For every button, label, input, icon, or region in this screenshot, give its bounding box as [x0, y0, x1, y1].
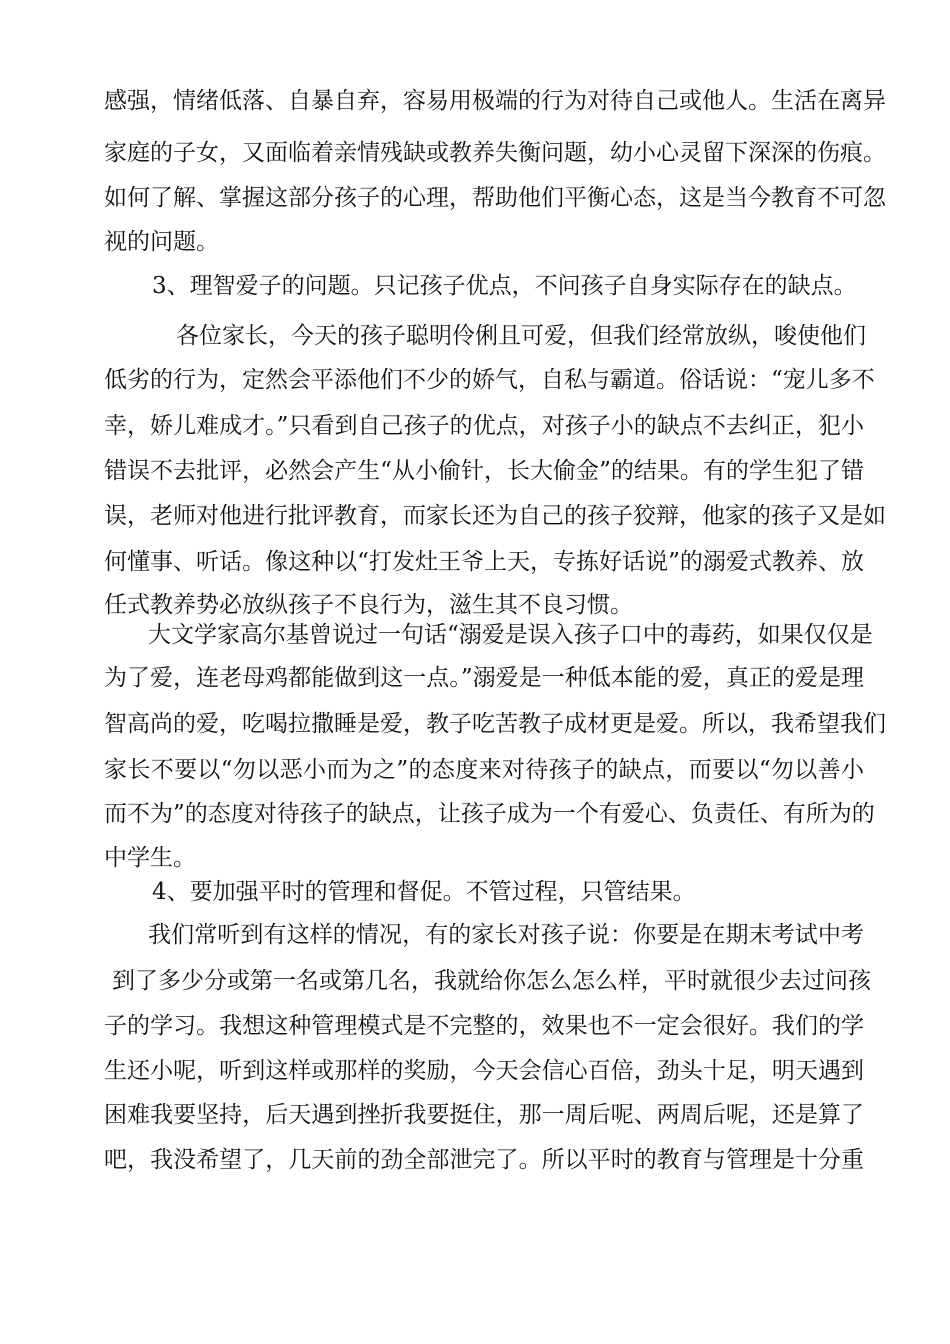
text-line: 低劣的行为，定然会平添他们不少的娇气，自私与霸道。俗话说：“宠儿多不 [104, 367, 875, 393]
section-heading: 3、理智爱子的问题。只记孩子优点，不问孩子自身实际存在的缺点。 [152, 273, 857, 299]
text-line: 各位家长，今天的孩子聪明伶俐且可爱，但我们经常放纵，唆使他们 [176, 323, 866, 349]
text-line: 幸，娇儿难成才。”只看到自己孩子的优点，对孩子小的缺点不去纠正，犯小 [104, 413, 864, 439]
text-line: 子的学习。我想这种管理模式是不完整的，效果也不一定会很好。我们的学 [104, 1013, 864, 1039]
text-line: 任式教养势必放纵孩子不良行为，滋生其不良习惯。 [104, 592, 633, 618]
text-line: 生还小呢，听到这样或那样的奖励，今天会信心百倍，劲头十足，明天遇到 [104, 1058, 864, 1084]
text-line: 而不为”的态度对待孩子的缺点，让孩子成为一个有爱心、负责任、有所为的 [104, 801, 875, 827]
text-line: 我们常听到有这样的情况，有的家长对孩子说：你要是在期末考试中考 [148, 922, 864, 948]
section-heading: 4、要加强平时的管理和督促。不管过程，只管结果。 [152, 879, 696, 905]
text-line: 智高尚的爱，吃喝拉撒睡是爱，教子吃苦教子成材更是爱。所以，我希望我们 [104, 711, 886, 737]
text-line: 如何了解、掌握这部分孩子的心理，帮助他们平衡心态，这是当今教育不可忽 [104, 185, 886, 211]
text-line: 感强，情绪低落、自暴自弃，容易用极端的行为对待自己或他人。生活在离异 [104, 88, 886, 114]
text-line: 中学生。 [104, 845, 196, 871]
text-line: 家长不要以“勿以恶小而为之”的态度来对待孩子的缺点，而要以“勿以善小 [104, 757, 864, 783]
text-line: 大文学家高尔基曾说过一句话“溺爱是误入孩子口中的毒药，如果仅仅是 [148, 622, 873, 648]
text-line: 家庭的子女，又面临着亲情残缺或教养失衡问题，幼小心灵留下深深的伤痕。 [104, 140, 886, 166]
text-line: 视的问题。 [104, 229, 219, 255]
text-line: 吧，我没希望了，几天前的劲全部泄完了。所以平时的教育与管理是十分重 [104, 1147, 864, 1173]
text-line: 错误不去批评，必然会产生“从小偷针，长大偷金”的结果。有的学生犯了错 [104, 458, 864, 484]
text-line: 困难我要坚持，后天遇到挫折我要挺住，那一周后呢、两周后呢，还是算了 [104, 1102, 864, 1128]
text-line: 误，老师对他进行批评教育，而家长还为自己的孩子狡辩，他家的孩子又是如 [104, 503, 886, 529]
text-line: 何懂事、听话。像这种以“打发灶王爷上天，专拣好话说”的溺爱式教养、放 [104, 549, 864, 575]
text-line: 到了多少分或第一名或第几名，我就给你怎么怎么样，平时就很少去过问孩 [112, 968, 871, 994]
text-line: 为了爱，连老母鸡都能做到这一点。”溺爱是一种低本能的爱，真正的爱是理 [104, 665, 864, 691]
